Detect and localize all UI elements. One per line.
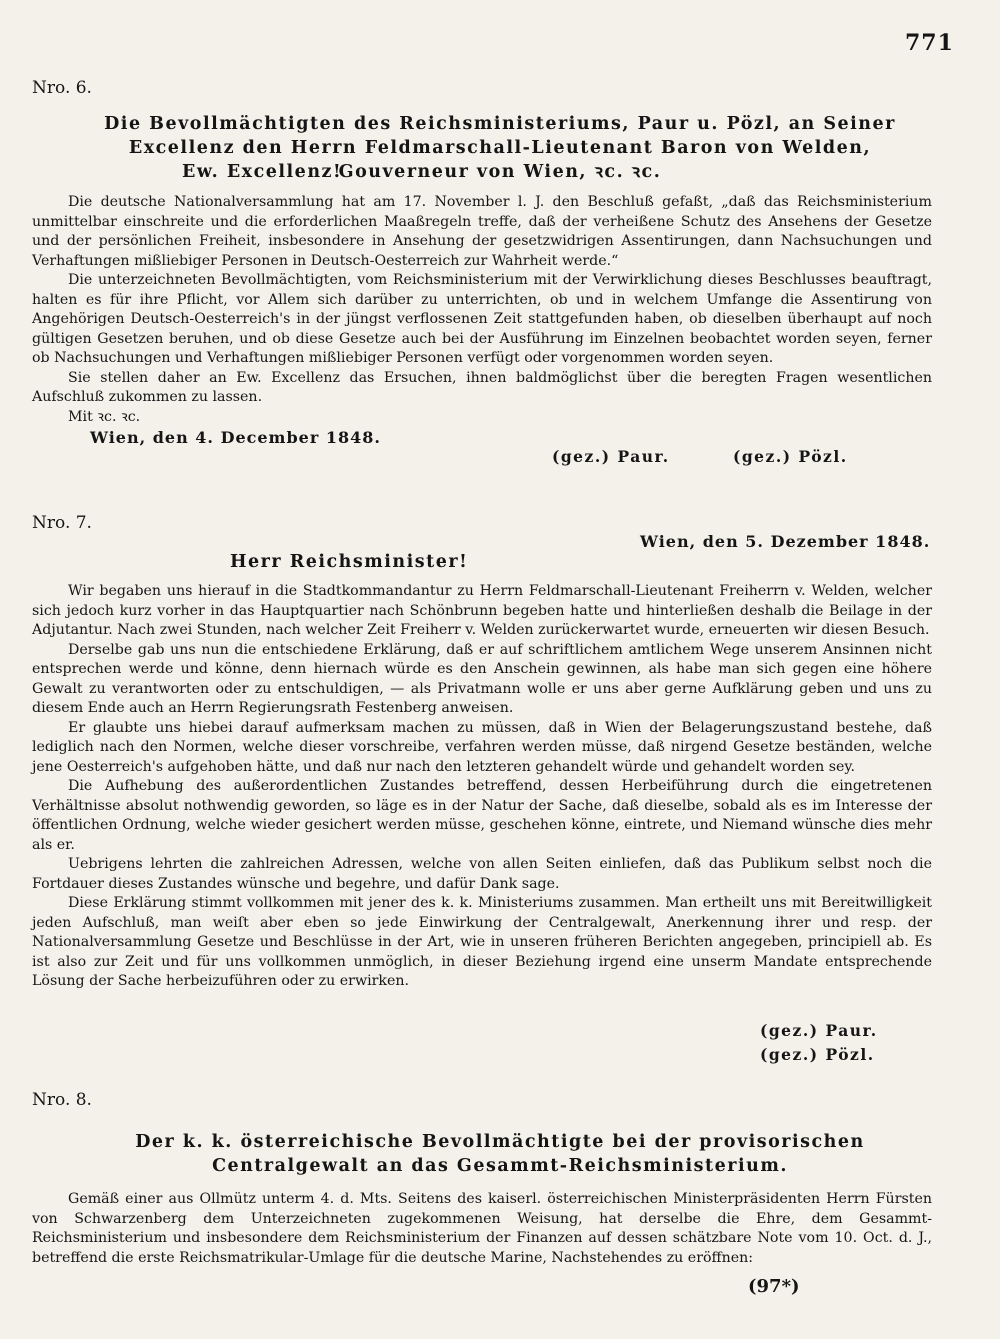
doc6-body [32,193,932,427]
doc8-body [32,1190,932,1268]
doc7-paragraph-3: Er glaubte uns hiebei darauf aufmerksam machen zu müssen, daß in Wien der Belagerungszustand bestehe, daß lediglich nach den Normen, welche dieser vorschreibe, verfahren werden müsse, daß nirgend Gesetze beständen, welche jene Oesterreich's aufgehoben hätte, und daß nur nach den letzteren gehandelt würde und gehandelt worden sey. [32,719,932,775]
doc6-heading: Die Bevollmächtigten des Reichsministeriums, Paur u. Pözl, an Seiner Excellenz den Herrn Feldmarschall-Lieutenant Baron von Welden, Gouverneur von Wien, ꝛc. ꝛc. [104,114,896,182]
doc7-dateline: Wien, den 5. Dezember 1848. [640,532,931,551]
doc7-paragraph-2: Derselbe gab uns nun die entschiedene Erklärung, daß er auf schriftlichem amtlichem Wege unserem Ansinnen nicht entsprechen werde und könne, denn hiernach würde es den Anschein gewinnen, als habe man sich gegen eine höhere Gewalt zu verantworten oder zu entschuldigen, — als Privatmann wolle er uns aber gerne Aufklärung geben und uns zu diesem Ende auch an Herrn Regierungsrath Festenberg anweisen. [32,641,932,716]
doc8-paragraph-1: Gemäß einer aus Ollmütz unterm 4. d. Mts. Seitens des kaiserl. österreichischen Ministerpräsidenten Herrn Fürsten von Schwarzenberg dem Unterzeichneten zugekommenen Weisung, hat derselbe die Ehre, dem Gesammt-Reichsministerium und insbesondere dem Reichsministerium der Finanzen auf dessen schätzbare Note vom 10. Oct. d. J., betreffend die erste Reichsmatrikular-Umlage für die deutsche Marine, Nachstehendes zu eröffnen: [32,1191,932,1266]
doc6-signature-poezl: (gez.) Pözl. [733,447,848,466]
doc7-body [32,582,932,992]
doc6-paragraph-1: Die deutsche Nationalversammlung hat am 17. November l. J. den Beschluß gefaßt, „daß das Reichsministerium unmittelbar einschreite und die erforderlichen Maaßregeln treffe, daß der verheißene Schutz des Ansehens der Gesetze und der persönlichen Freiheit, insbesondere in Ansehung der gesetzwidrigen Assentirungen, dann Nachsuchungen und Verhaftungen mißliebiger Personen in Deutsch-Oesterreich zur Wahrheit werde.“ [32,194,932,269]
doc6-paragraph-4: Mit ꝛc. ꝛc. [68,408,141,425]
doc7-number: Nro. 7. [32,513,92,533]
doc6-paragraph-2: Die unterzeichneten Bevollmächtigten, vom Reichsministerium mit der Verwirklichung dieses Beschlusses beauftragt, halten es für ihre Pflicht, vor Allem sich darüber zu unterrichten, ob und in welchem Umfange die Assentirung von Angehörigen Deutsch-Oesterreich's in der jüngst verflossenen Zeit stattgefunden haben, ob dieselben überhaupt auf noch gültigen Gesetzen beruhen, und ob diese Gesetze auch bei der Ausführung im Einzelnen beobachtet worden seyen, ferner ob Nachsuchungen und Verhaftungen mißliebiger Personen verfügt oder vorgenommen worden seyen. [32,272,932,366]
doc6-salutation: Ew. Excellenz! [182,162,343,182]
doc6-paragraph-3: Sie stellen daher an Ew. Excellenz das Ersuchen, ihnen baldmöglichst über die beregten Fragen wesentlichen Aufschluß zukommen zu lassen. [32,369,932,405]
doc7-paragraph-6: Diese Erklärung stimmt vollkommen mit jener des k. k. Ministeriums zusammen. Man ertheilt uns mit Bereitwilligkeit jeden Aufschluß, man weiſt aber eben so jede Einwirkung der Centralgewalt, Anerkennung ihrer und resp. der Nationalversammlung Gesetze und Beschlüsse in der Art, wie in unseren früheren Berichten angegeben, principiell ab. Es ist also zur Zeit und für uns vollkommen unmöglich, in dieser Beziehung irgend eine unserm Mandate entsprechende Lösung der Sache herbeizuführen oder zu erwirken. [32,895,932,989]
doc6-dateline: Wien, den 4. December 1848. [90,428,381,447]
signature-mark: (97*) [748,1276,800,1297]
doc7-salutation: Herr Reichsminister! [230,552,469,572]
doc6-number: Nro. 6. [32,78,92,98]
doc6-signature-paur: (gez.) Paur. [552,447,670,466]
page-number: 771 [905,30,954,56]
doc7-paragraph-1: Wir begaben uns hierauf in die Stadtkommandantur zu Herrn Feldmarschall-Lieutenant Freiherrn v. Welden, welcher sich jedoch kurz vorher in das Hauptquartier nach Schönbrunn begeben hatte und hinterließen deshalb die Beilage in der Adjutantur. Nach zwei Stunden, nach welcher Zeit Freiherr v. Welden zurückerwartet wurde, erneuerten wir diesen Besuch. [32,583,932,638]
doc8-heading: Der k. k. österreichische Bevollmächtigte bei der provisorischen Centralgewalt an das Gesammt-Reichsministerium. [135,1132,865,1176]
doc7-signature-poezl: (gez.) Pözl. [760,1045,875,1064]
doc7-paragraph-5: Uebrigens lehrten die zahlreichen Adressen, welche von allen Seiten einliefen, daß das Publikum selbst noch die Fortdauer dieses Zustandes wünsche und begehre, und dafür Dank sage. [32,856,932,892]
doc8-number: Nro. 8. [32,1090,92,1110]
doc7-signature-paur: (gez.) Paur. [760,1021,878,1040]
doc7-paragraph-4: Die Aufhebung des außerordentlichen Zustandes betreffend, dessen Herbeiführung durch die eingetretenen Verhältnisse absolut nothwendig geworden, so läge es in der Natur der Sache, daß dieselbe, sobald als es im Interesse der öffentlichen Ordnung, welche wieder gesichert werden müsse, geschehen könne, eintrete, und Niemand wünsche dies mehr als er. [32,778,932,853]
